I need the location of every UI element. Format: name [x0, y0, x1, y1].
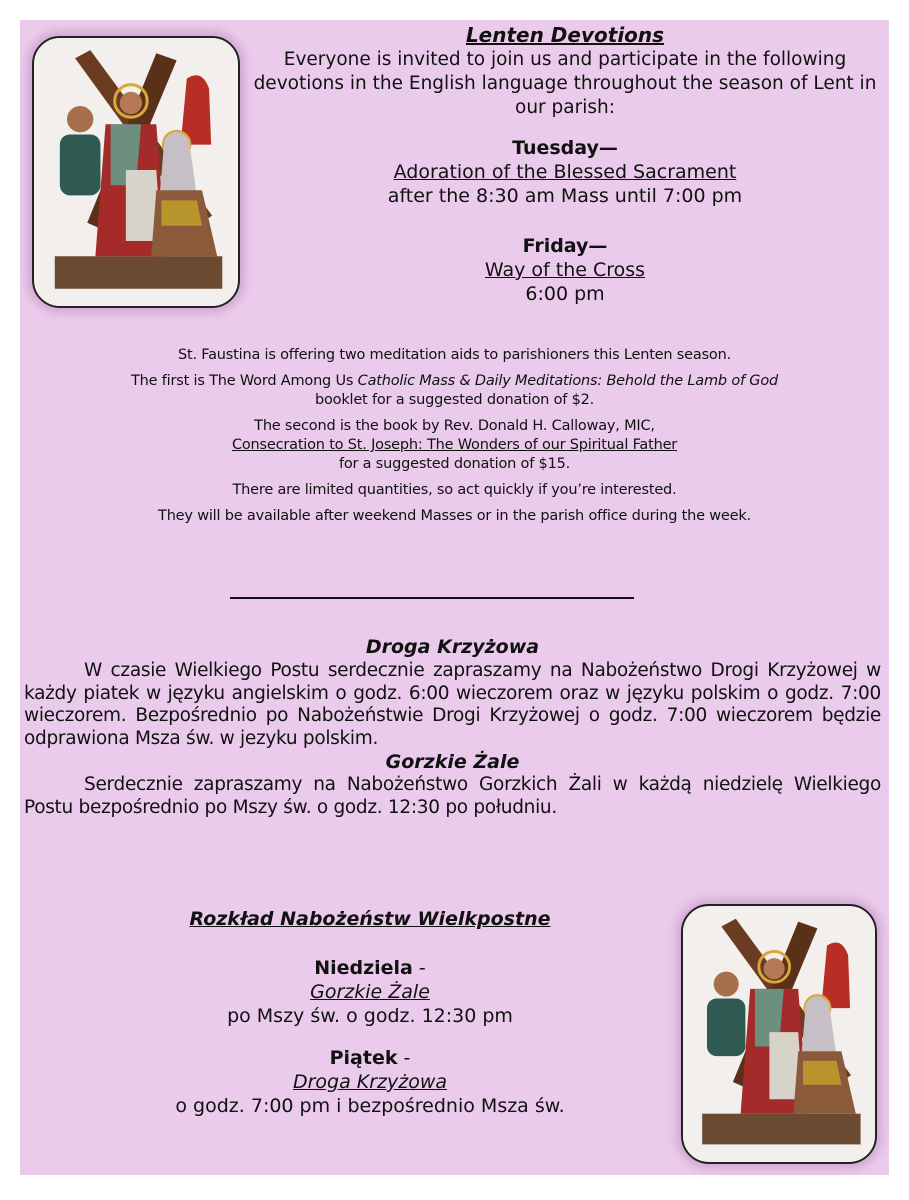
meditation-line-3-pre: The second is the book by Rev. Donald H. Calloway, MIC,	[254, 418, 655, 434]
tuesday-event: Adoration of the Blessed Sacrament	[393, 161, 737, 183]
lenten-intro: Everyone is invited to join us and participate in the following devotions in the English language throughout the season of Lent in our parish:	[253, 49, 877, 118]
friday-pl-label: Piątek	[329, 1047, 398, 1069]
statue-illustration	[683, 906, 875, 1162]
meditation-line-4: There are limited quantities, so act quickly if you’re interested.	[232, 482, 677, 498]
tuesday-time: after the 8:30 am Mass until 7:00 pm	[387, 185, 743, 207]
meditation-line-5: They will be available after weekend Masses or in the parish office during the week.	[158, 508, 751, 524]
meditation-line-3-post: for a suggested donation of $15.	[338, 456, 571, 472]
friday-pl-event: Droga Krzyżowa	[292, 1071, 448, 1093]
meditation-line-2-pre: The first is The Word Among Us	[130, 373, 358, 389]
section-divider	[230, 597, 634, 599]
friday-event: Way of the Cross	[484, 259, 646, 281]
friday-pl-time: o godz. 7:00 pm i bezpośrednio Msza św.	[175, 1095, 565, 1117]
schedule-title: Rozkład Nabożeństw Wielkpostne	[189, 908, 551, 930]
droga-text: W czasie Wielkiego Postu serdecznie zapraszamy na Nabożeństwo Drogi Krzyżowej w każdy piatek w języku angielskim o godz. 6:00 wieczorem oraz w języku polskim o godz. 7:00 wieczorem. Bezpośrednio po Nabożeństwie Drogi Krzyżowej o godz. 7:00 wieczorem będzie odprawiona Msza św. w jezyku polskim.	[24, 660, 881, 749]
droga-title: Droga Krzyżowa	[365, 636, 540, 658]
friday-label: Friday—	[522, 235, 608, 257]
meditation-line-1: St. Faustina is offering two meditation aids to parishioners this Lenten season.	[178, 347, 731, 363]
sunday-label: Niedziela	[314, 957, 413, 979]
stations-of-the-cross-image-2	[681, 904, 877, 1164]
lenten-title: Lenten Devotions	[465, 23, 665, 47]
sunday-event: Gorzkie Żale	[310, 981, 430, 1003]
book-title: Consecration to St. Joseph: The Wonders of our Spiritual Father	[231, 437, 678, 453]
tuesday-label: Tuesday—	[512, 137, 618, 159]
stations-of-the-cross-image	[32, 36, 240, 308]
gorzkie-text: Serdecznie zapraszamy na Nabożeństwo Gorzkich Żali w każdą niedzielę Wielkiego Postu bezpośrednio po Mszy św. o godz. 12:30 po południu.	[24, 774, 881, 818]
sunday-time: po Mszy św. o godz. 12:30 pm	[227, 1005, 513, 1027]
statue-illustration	[34, 38, 238, 306]
lenten-section	[250, 22, 880, 306]
booklet-title: Catholic Mass & Daily Meditations: Behold the Lamb of God	[357, 373, 779, 389]
schedule-section	[110, 906, 630, 1118]
meditation-line-2-post: booklet for a suggested donation of $2.	[314, 392, 595, 408]
meditation-section	[30, 346, 879, 526]
gorzkie-title: Gorzkie Żale	[385, 751, 520, 773]
friday-time: 6:00 pm	[525, 283, 605, 305]
separator: -	[412, 957, 426, 979]
polish-section	[24, 634, 881, 819]
separator: -	[397, 1047, 411, 1069]
